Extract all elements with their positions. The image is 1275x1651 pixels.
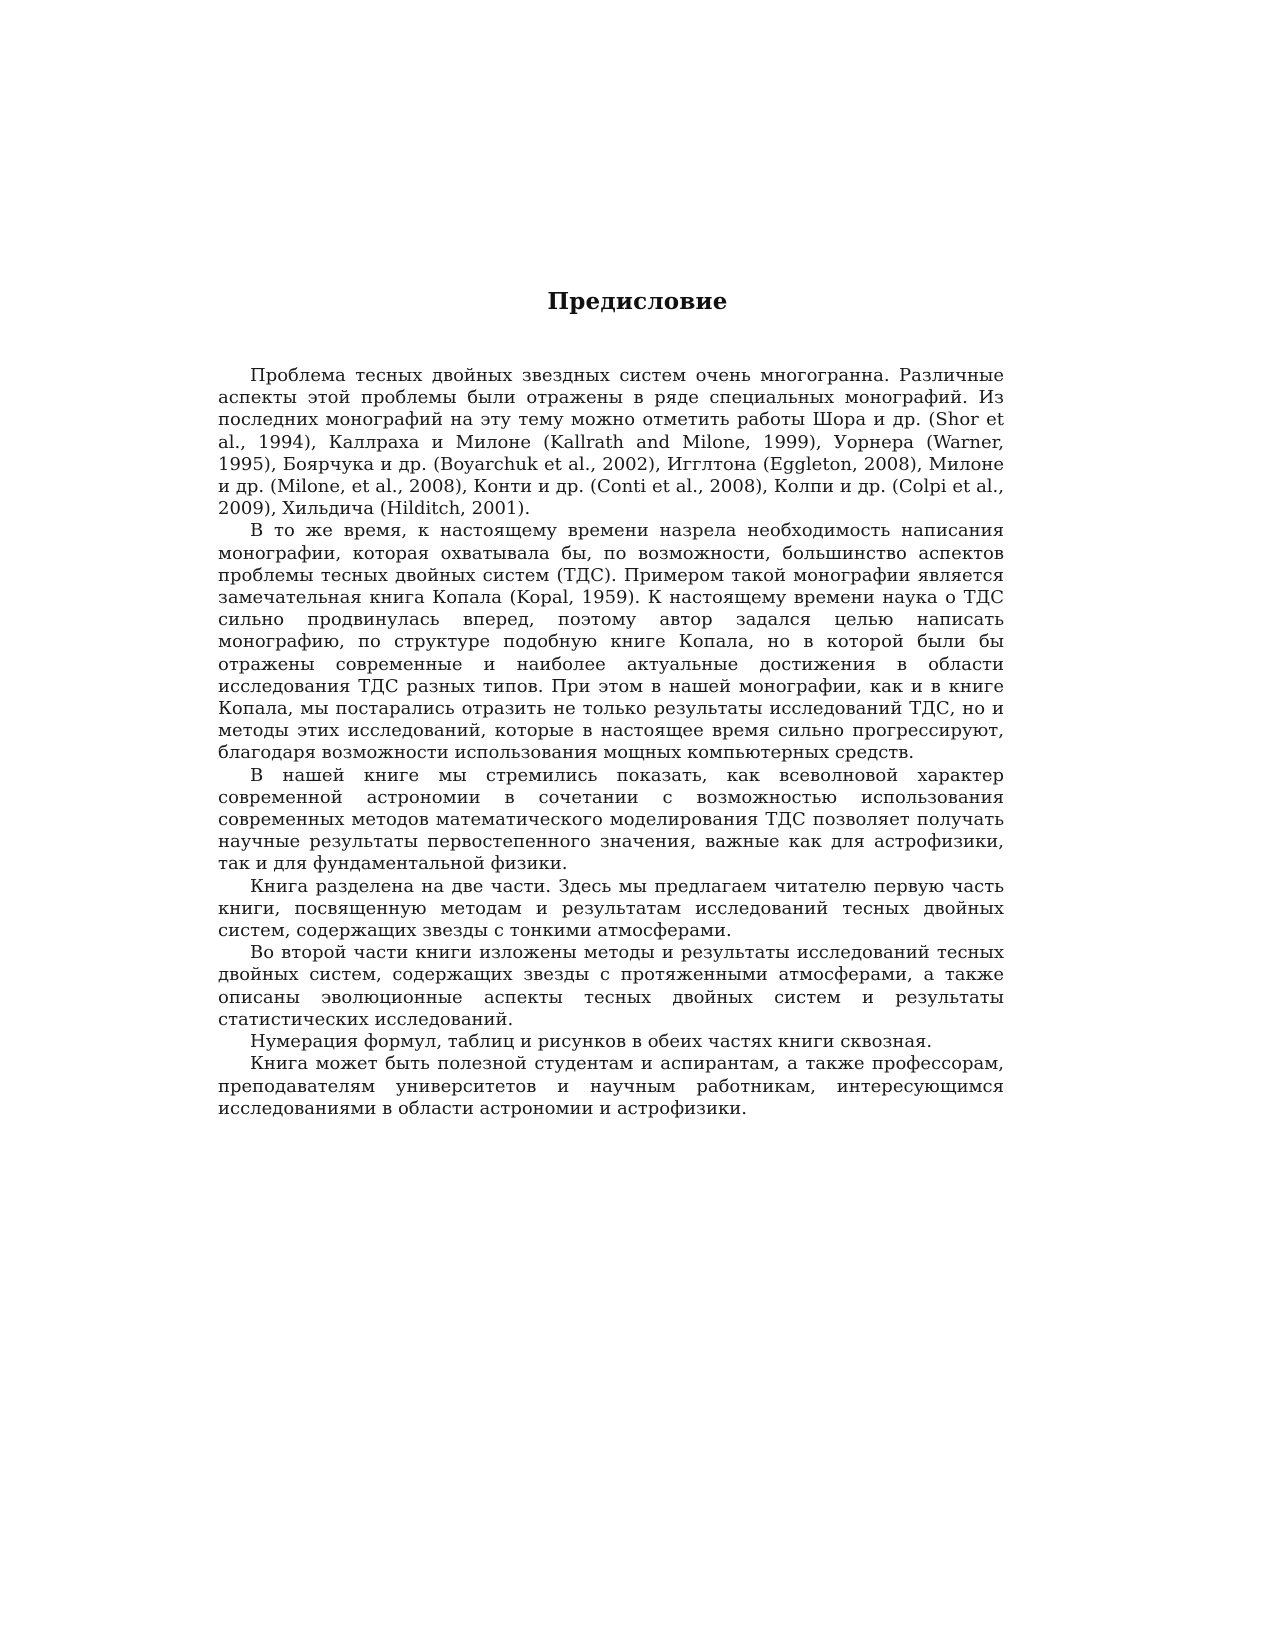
paragraph-1: Проблема тесных двойных звездных систем очень многогранна. Различные аспекты этой проблемы были отражены в ряде специальных монографий. Из последних монографий на эту тему можно отметить работы Шора и др. (Shor et al., 1994), Каллраха и Милоне (Kallrath and Milone, 1999), Уорнера (Warner, 1995), Боярчука и др. (Boyarchuk et al., 2002), Игглтона (Eggleton, 2008), Милоне и др. (Milone, et al., 2008), Конти и др. (Conti et al., 2008), Колпи и др. (Colpi et al., 2009), Хильдича (Hilditch, 2001). [218, 365, 1004, 520]
paragraph-3: В нашей книге мы стремились показать, как всеволновой характер современной астрономии в сочетании с возможностью использования современных методов математического моделирования ТДС позволяет получать научные результаты первостепенного значения, важные как для астрофизики, так и для фундаментальной физики. [218, 764, 1004, 875]
paragraph-7: Книга может быть полезной студентам и аспирантам, а также профессорам, преподавателям университетов и научным работникам, интересующимся исследованиями в области астрономии и астрофизики. [218, 1053, 1004, 1119]
preface-body [218, 365, 1004, 1120]
paragraph-2: В то же время, к настоящему времени назрела необходимость написания монографии, которая охватывала бы, по возможности, большинство аспектов проблемы тесных двойных систем (ТДС). Примером такой монографии является замечательная книга Копала (Kopal, 1959). К настоящему времени наука о ТДС сильно продвинулась вперед, поэтому автор задался целью написать монографию, по структуре подобную книге Копала, но в которой были бы отражены современные и наиболее актуальные достижения в области исследования ТДС разных типов. При этом в нашей монографии, как и в книге Копала, мы постарались отразить не только результаты исследований ТДС, но и методы этих исследований, которые в настоящее время сильно прогрессируют, благодаря возможности использования мощных компьютерных средств. [218, 520, 1004, 764]
paragraph-5: Во второй части книги изложены методы и результаты исследований тесных двойных систем, содержащих звезды с протяженными атмосферами, а также описаны эволюционные аспекты тесных двойных систем и результаты статистических исследований. [218, 942, 1004, 1030]
page-title: Предисловие [547, 288, 728, 315]
paragraph-4: Книга разделена на две части. Здесь мы предлагаем читателю первую часть книги, посвященную методам и результатам исследований тесных двойных систем, содержащих звезды с тонкими атмосферами. [218, 875, 1004, 942]
paragraph-6: Нумерация формул, таблиц и рисунков в обеих частях книги сквозная. [250, 1031, 933, 1053]
